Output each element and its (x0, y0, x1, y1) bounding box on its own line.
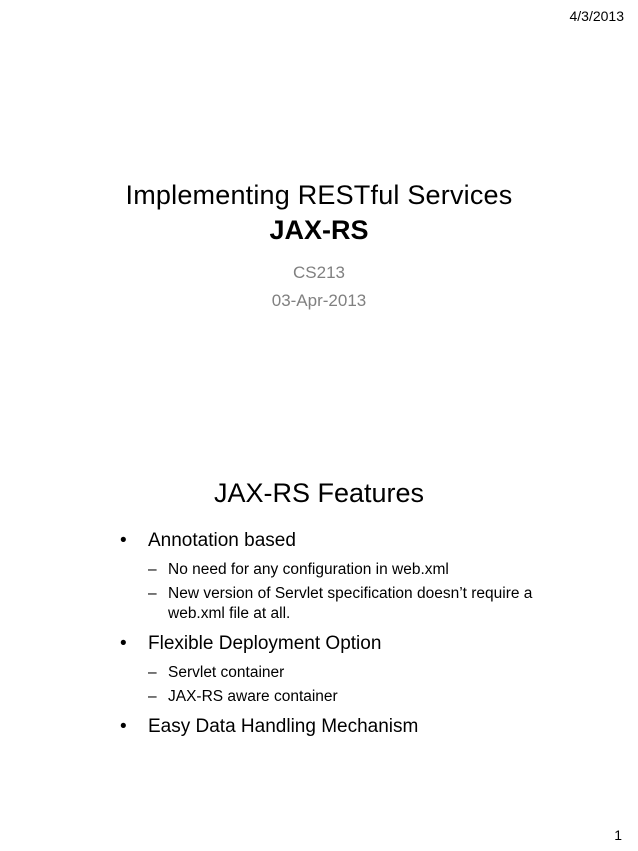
page-number: 1 (614, 827, 622, 843)
bullet-item (120, 632, 560, 656)
sub-bullet-item (120, 560, 560, 580)
sub-bullet-text: JAX-RS aware container (168, 688, 338, 705)
sub-bullet-item (120, 584, 560, 624)
sub-bullet-text: No need for any configuration in web.xml (168, 561, 449, 578)
dash-icon: – (148, 664, 157, 681)
bullet-icon: • (120, 530, 127, 551)
bullet-text: Annotation based (148, 530, 296, 551)
dash-icon: – (148, 561, 157, 578)
sub-bullet-text: Servlet container (168, 664, 285, 681)
bullet-item (120, 715, 560, 739)
sub-bullet-item (120, 687, 560, 707)
course-code: CS213 (293, 263, 345, 282)
sub-bullet-item (120, 663, 560, 683)
bullet-item (120, 529, 560, 553)
dash-icon: – (148, 688, 157, 705)
features-bullet-list (120, 529, 560, 739)
dash-icon: – (148, 585, 157, 602)
bullet-icon: • (120, 716, 127, 737)
print-date: 4/3/2013 (569, 8, 624, 24)
bullet-text: Easy Data Handling Mechanism (148, 716, 419, 737)
slide-title: Implementing RESTful Services (125, 180, 513, 210)
features-slide-title: JAX-RS Features (213, 478, 425, 508)
bullet-text: Flexible Deployment Option (148, 633, 382, 654)
slide-title-bold: JAX-RS (269, 215, 369, 245)
lecture-date: 03-Apr-2013 (271, 291, 367, 310)
sub-bullet-text: New version of Servlet specification doesn’t require a web.xml file at all. (168, 585, 533, 622)
bullet-icon: • (120, 633, 127, 654)
